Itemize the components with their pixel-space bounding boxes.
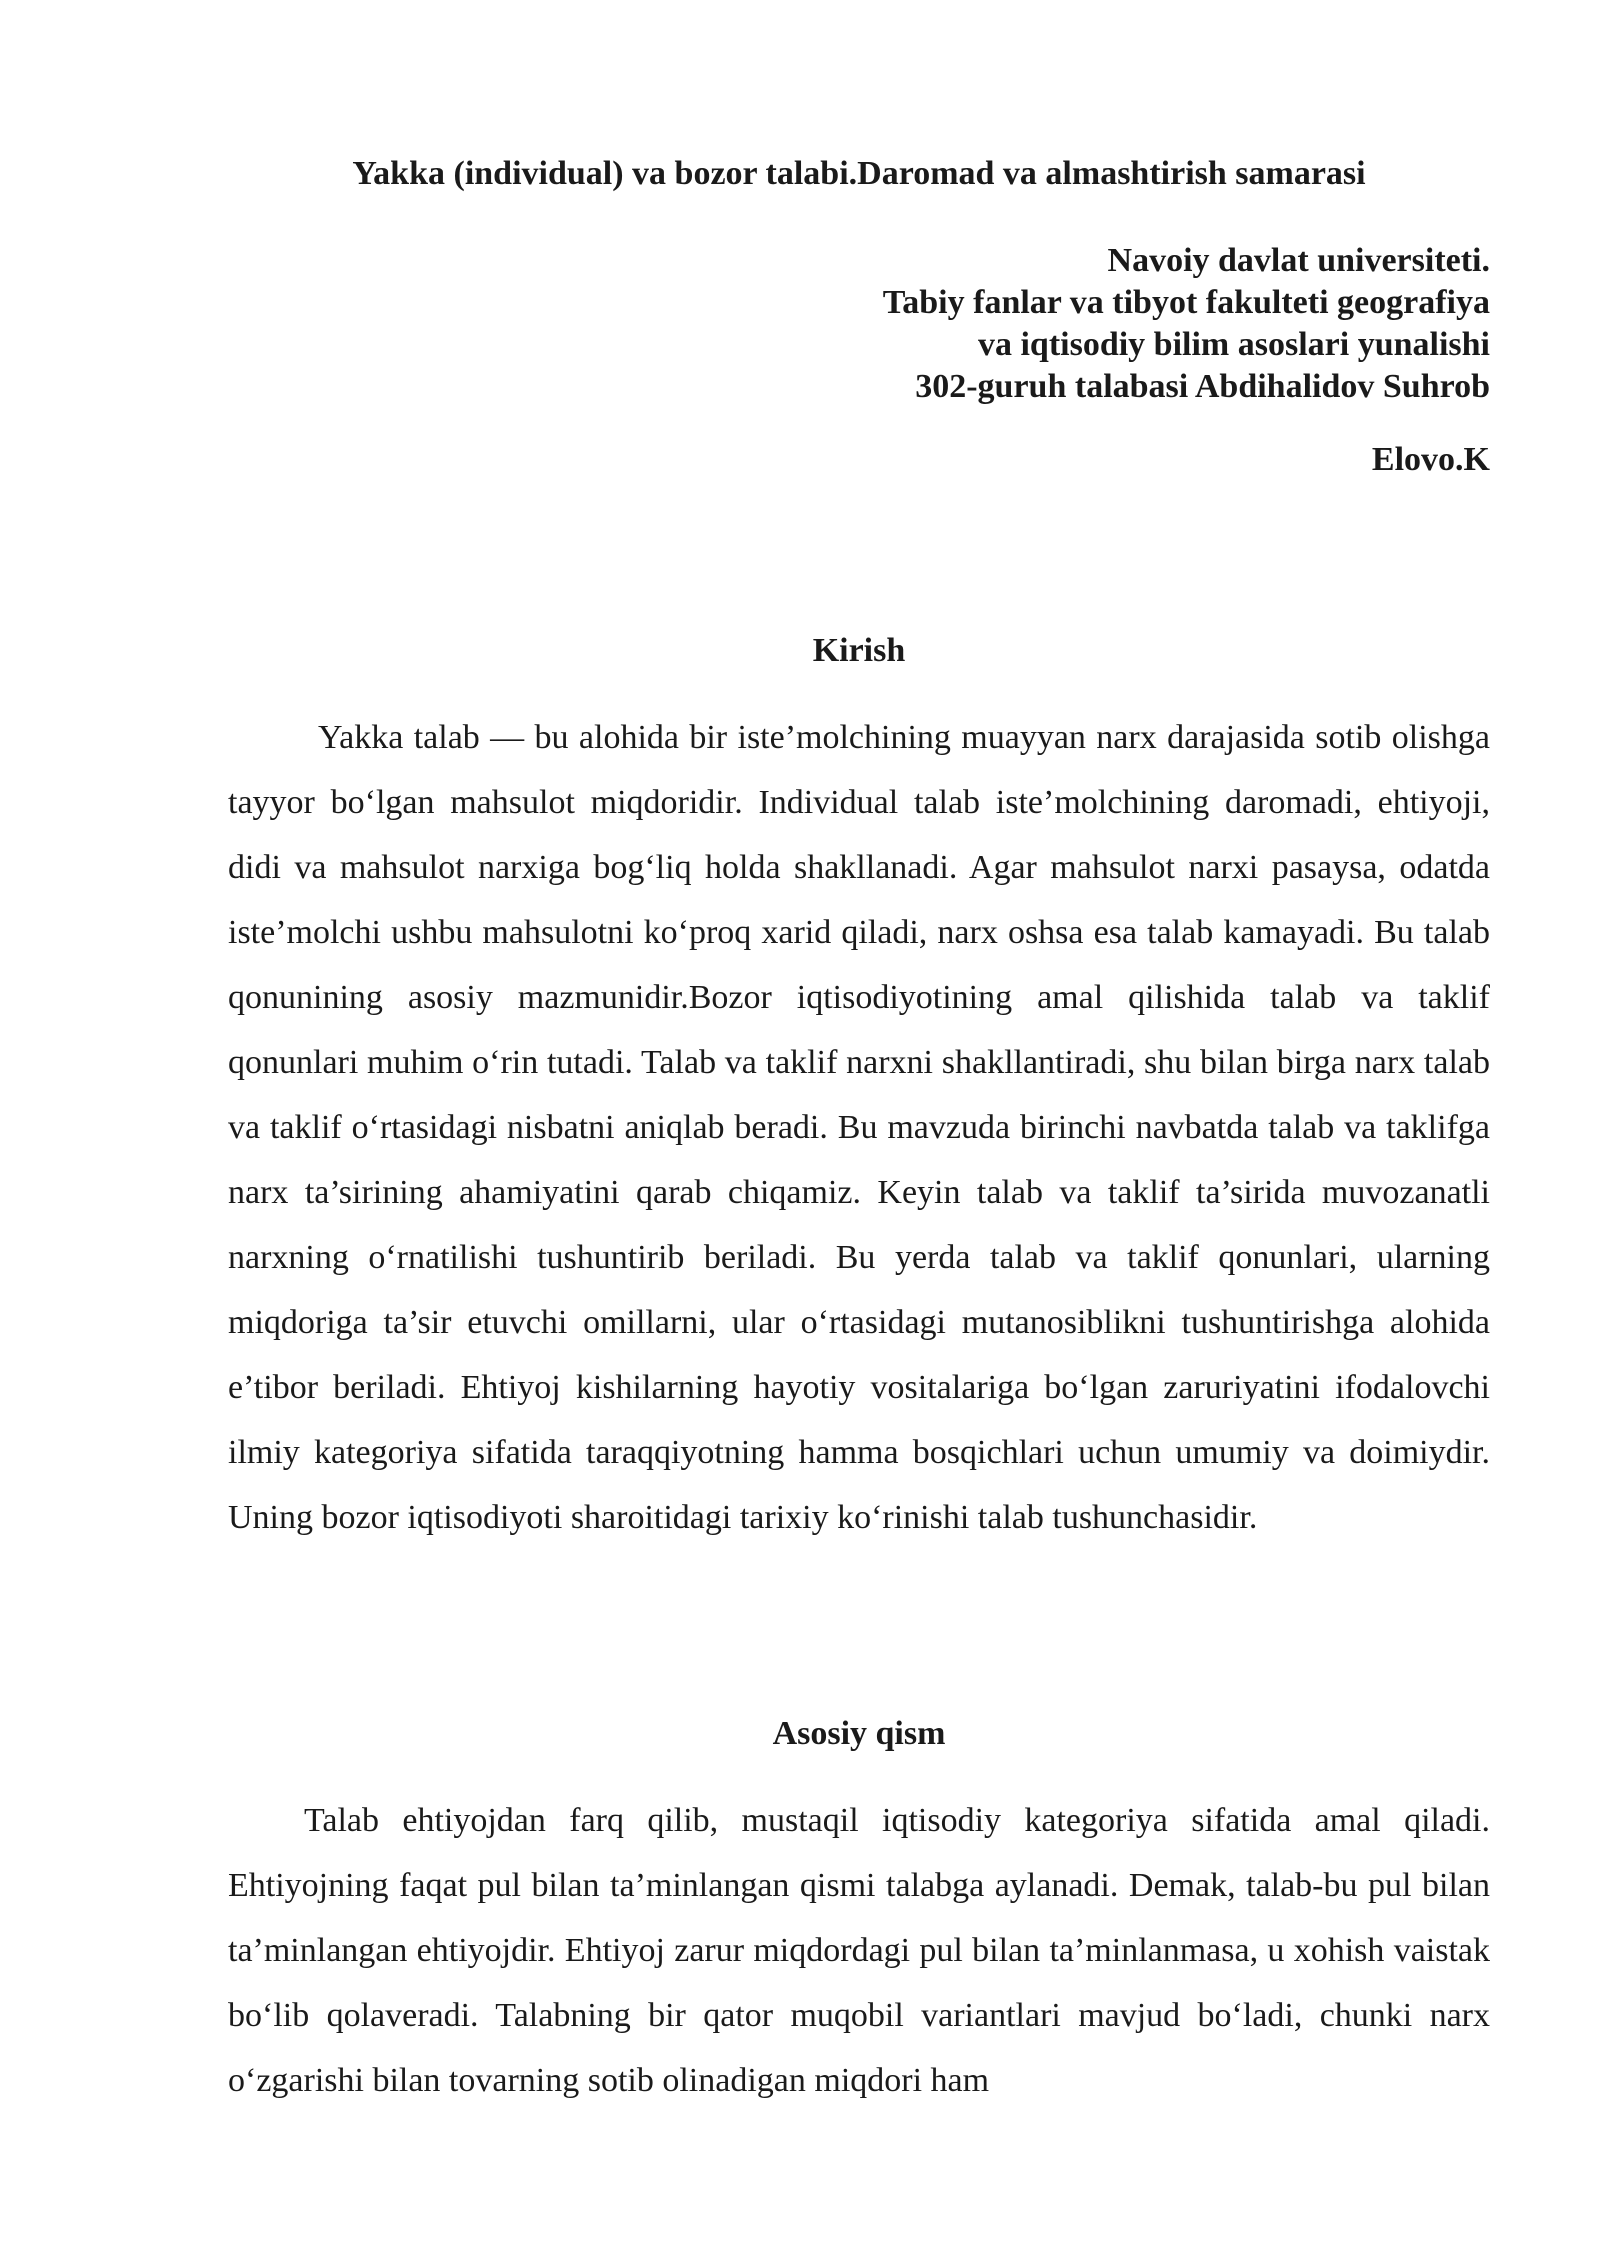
section-paragraph-asosiy-qism: Talab ehtiyojdan farq qilib, mustaqil iqtisodiy kategoriya sifatida amal qiladi. Ehtiyojning faqat pul bilan ta’minlangan qismi talabga aylanadi. Demak, talab-bu pul bilan ta’minlangan ehtiyojdir. Ehtiyoj zarur miqdordagi pul bilan ta’minlanmasa, u xohish vaistak bo‘lib qolaveradi. Talabning bir qator muqobil variantlari mavjud bo‘ladi, chunki narx o‘zgarishi bilan tovarning sotib olinadigan miqdori ham xyxy=(228,1802,1490,2099)
affiliation-line: Tabiy fanlar va tibyot fakulteti geografiya xyxy=(882,284,1490,321)
section-heading-kirish: Kirish xyxy=(812,632,906,669)
document-title: Yakka (individual) va bozor talabi.Daromad va almashtirish samarasi xyxy=(352,155,1366,192)
affiliation-line: 302-guruh talabasi Abdihalidov Suhrob xyxy=(915,368,1490,405)
section-paragraph-kirish: Yakka talab — bu alohida bir iste’molchining muayyan narx darajasida sotib olishga tayyor bo‘lgan mahsulot miqdoridir. Individual talab iste’molchining daromadi, ehtiyoji, didi va mahsulot narxiga bog‘liq holda shakllanadi. Agar mahsulot narxi pasaysa, odatda iste’molchi ushbu mahsulotni ko‘proq xarid qiladi, narx oshsa esa talab kamayadi. Bu talab qonunining asosiy mazmunidir.Bozor iqtisodiyotining amal qilishida talab va taklif qonunlari muhim o‘rin tutadi. Talab va taklif narxni shakllantiradi, shu bilan birga narx talab va taklif o‘rtasidagi nisbatni aniqlab beradi. Bu mavzuda birinchi navbatda talab va taklifga narx ta’sirining ahamiyatini qarab chiqamiz. Keyin talab va taklif ta’sirida muvozanatli narxning o‘rnatilishi tushuntirib beriladi. Bu yerda talab va taklif qonunlari, ularning miqdoriga ta’sir etuvchi omillarni, ular o‘rtasidagi mutanosiblikni tushuntirishga alohida e’tibor beriladi. Ehtiyoj kishilarning hayotiy vositalariga bo‘lgan zaruriyatini ifodalovchi ilmiy kategoriya sifatida taraqqiyotning hamma bosqichlari uchun umumiy va doimiydir. Uning bozor iqtisodiyoti sharoitidagi tarixiy ko‘rinishi talab tushunchasidir. xyxy=(228,719,1490,1536)
affiliation-line: Navoiy davlat universiteti. xyxy=(1107,242,1490,279)
affiliation-block xyxy=(883,240,1490,408)
affiliation-line: va iqtisodiy bilim asoslari yunalishi xyxy=(977,326,1490,363)
section-heading-asosiy-qism: Asosiy qism xyxy=(772,1715,946,1752)
author-name: Elovo.K xyxy=(1371,441,1490,478)
